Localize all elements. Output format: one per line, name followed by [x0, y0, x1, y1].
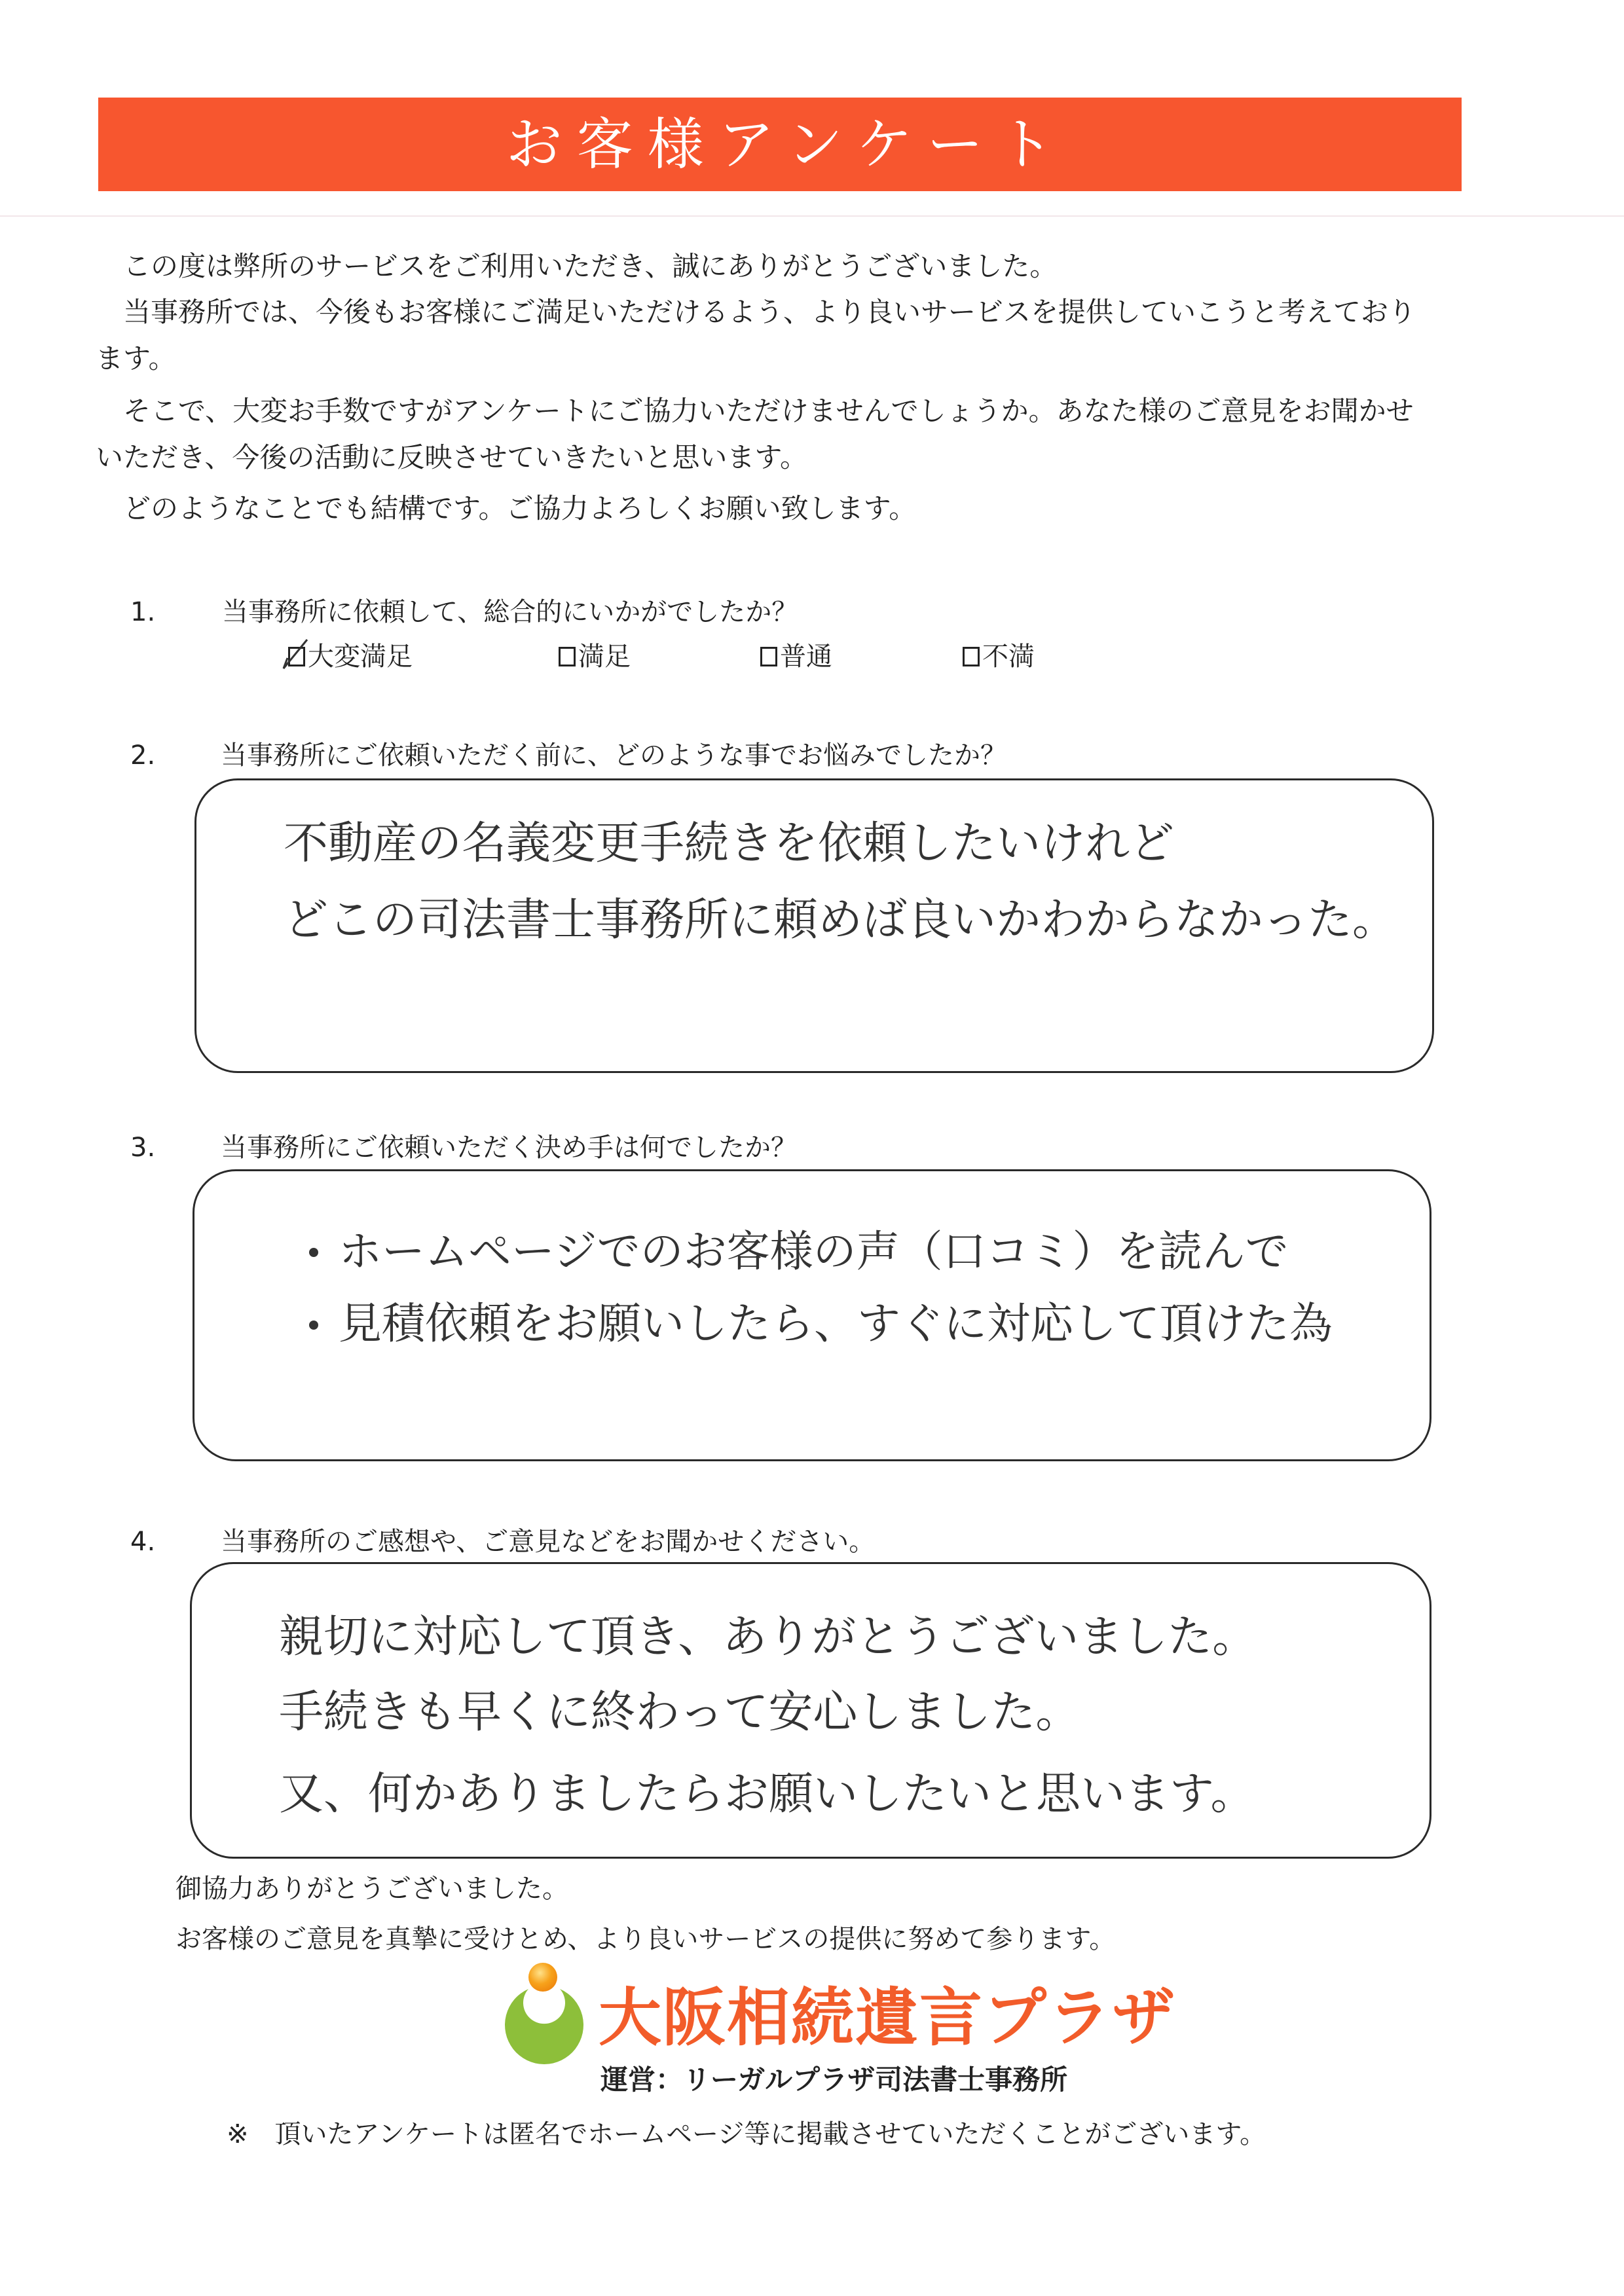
check-mark-icon — [282, 638, 308, 671]
closing-thanks: 御協力ありがとうございました。 — [175, 1874, 568, 1904]
question-1-number: 1. — [130, 597, 156, 627]
handwritten-answer-line: 又、何かありましたらお願いしたいと思います。 — [279, 1768, 1255, 1820]
question-1-text: 当事務所に依頼して、総合的にいかがでしたか？ — [222, 597, 798, 627]
divider — [0, 215, 1624, 217]
checkbox[interactable] — [760, 647, 777, 666]
handwritten-answer-line: ホームページでのお客様の声（口コミ）を読んで — [339, 1226, 1289, 1277]
question-4-text: 当事務所のご感想や、ご意見などをお聞かせください。 — [221, 1527, 876, 1557]
option-label: 不満 — [982, 642, 1035, 672]
option-satisfied[interactable] — [559, 644, 631, 670]
question-3-text: 当事務所にご依頼いただく決め手は何でしたか？ — [221, 1133, 797, 1163]
checkbox[interactable] — [963, 647, 980, 666]
question-3-number: 3. — [130, 1133, 156, 1163]
logo-operator: 運営：リーガルプラザ司法書士事務所 — [600, 2064, 1068, 2096]
bullet-icon — [309, 1248, 318, 1257]
question-2-number: 2. — [130, 740, 156, 771]
option-very-satisfied[interactable] — [288, 644, 413, 670]
closing-message: お客様のご意見を真摯に受けとめ、より良いサービスの提供に努めて参ります。 — [175, 1924, 1116, 1954]
intro-line: この度は弊所のサービスをご利用いただき、誠にありがとうございました。 — [96, 250, 1058, 282]
option-dissatisfied[interactable] — [963, 644, 1035, 670]
handwritten-answer-line: 見積依頼をお願いしたら、すぐに対応して頂けた為 — [339, 1298, 1333, 1349]
intro-line: 当事務所では、今後もお客様にご満足いただけるよう、より良いサービスを提供していこうと考えており — [96, 296, 1416, 328]
option-label: 満足 — [578, 642, 631, 672]
page-title: お客様アンケート — [506, 111, 1069, 177]
answer-box-3[interactable] — [193, 1169, 1431, 1461]
option-neutral[interactable] — [760, 644, 832, 670]
handwritten-answer-line: 親切に対応して頂き、ありがとうございました。 — [279, 1611, 1257, 1663]
handwritten-answer-line: 不動産の名義変更手続きを依頼したいけれど — [284, 818, 1175, 869]
bullet-icon — [309, 1321, 318, 1330]
checkbox[interactable] — [559, 647, 576, 666]
checkbox-checked[interactable] — [288, 647, 305, 666]
option-label: 大変満足 — [308, 642, 413, 672]
question-2-text: 当事務所にご依頼いただく前に、どのような事でお悩みでしたか？ — [221, 740, 1006, 771]
option-label: 普通 — [780, 642, 832, 672]
intro-line: ます。 — [96, 342, 176, 374]
logo-icon — [501, 1958, 586, 2069]
footer-note: ※ 頂いたアンケートは匿名でホームページ等に掲載させていただくことがございます。 — [227, 2119, 1266, 2149]
answer-box-2[interactable] — [194, 778, 1434, 1073]
intro-line: そこで、大変お手数ですがアンケートにご協力いただけませんでしょうか。あなた様のご意見をお聞かせ — [96, 395, 1414, 427]
answer-box-4[interactable] — [190, 1562, 1431, 1859]
question-4-number: 4. — [130, 1527, 156, 1557]
handwritten-answer-line: どこの司法書士事務所に頼めば良いかわからなかった。 — [284, 894, 1397, 946]
intro-line: いただき、今後の活動に反映させていきたいと思います。 — [96, 441, 807, 473]
handwritten-answer-line: 手続きも早くに終わって安心しました。 — [279, 1686, 1080, 1738]
title-banner — [98, 98, 1462, 191]
intro-line: どのようなことでも結構です。ご協力よろしくお願い致します。 — [96, 492, 917, 524]
logo-name: 大阪相続遺言プラザ — [599, 1981, 1176, 2054]
